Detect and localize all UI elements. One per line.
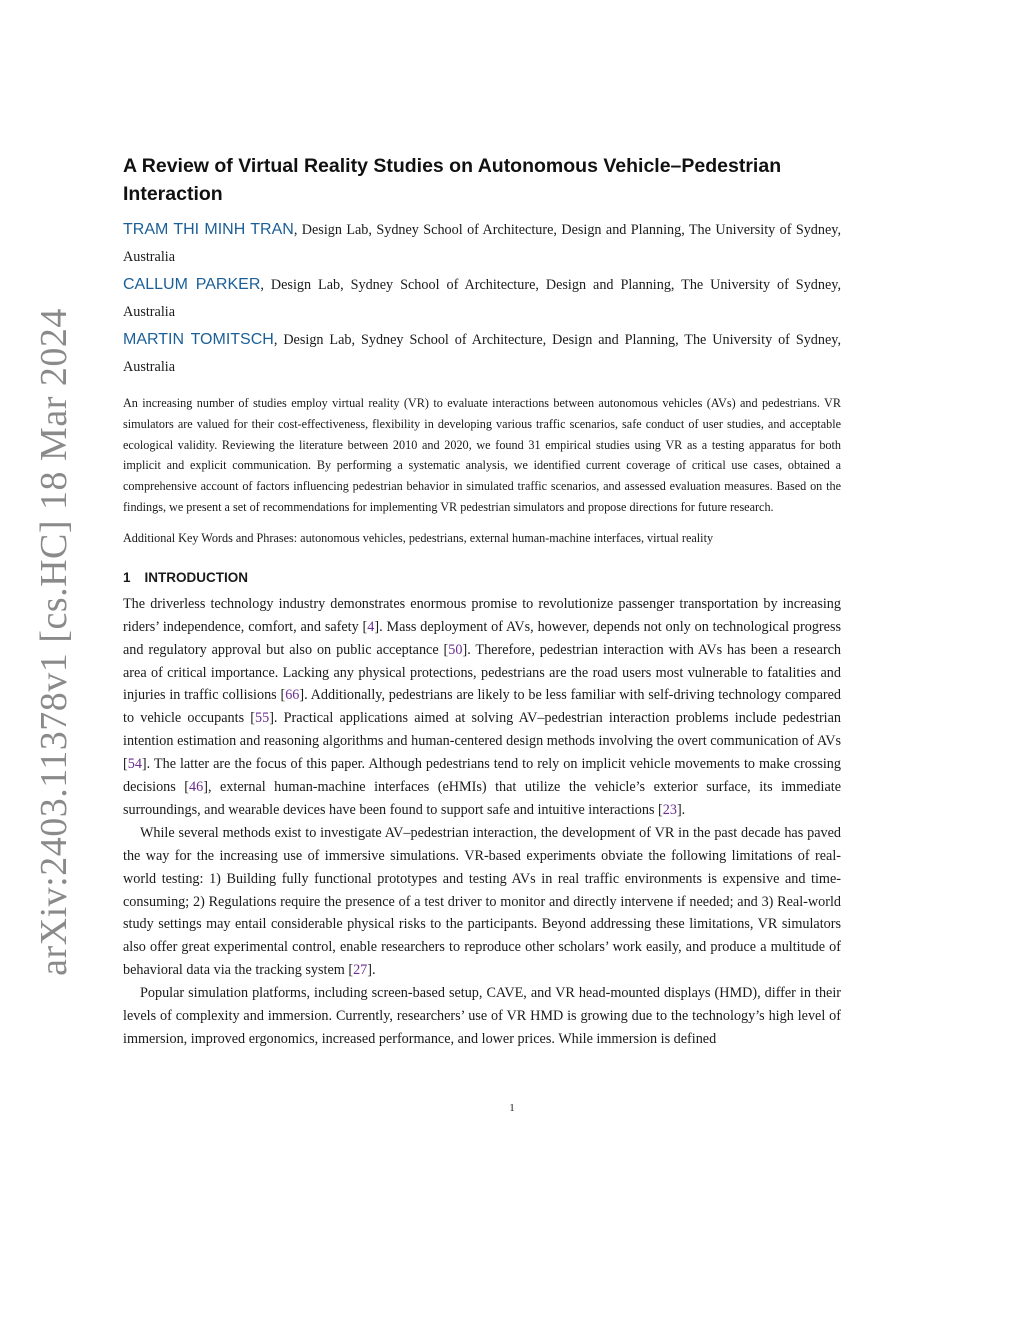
author-affiliation: , Design Lab, Sydney School of Architecture, Design and Planning, The University of Sydney, Australia xyxy=(123,277,841,320)
author-affiliation: , Design Lab, Sydney School of Architecture, Design and Planning, The University of Sydney, Australia xyxy=(123,222,842,265)
arxiv-identifier: arXiv:2403.11378v1 [cs.HC] 18 Mar 2024 xyxy=(33,308,75,976)
author-affiliation: , Design Lab, Sydney School of Architecture, Design and Planning, The University of Sydney, Australia xyxy=(123,332,842,375)
keywords: Additional Key Words and Phrases: autonomous vehicles, pedestrians, external human-machine interfaces, virtual reality xyxy=(123,530,714,545)
paragraph-text: ]. Mass deployment of AVs, however, depends not only on technological progress and regulatory approval but also on public acceptance [ xyxy=(123,618,841,658)
citation-link[interactable]: 50 xyxy=(448,641,463,658)
paragraph-text: While several methods exist to investigate AV–pedestrian interaction, the development of VR in the past decade has paved the way for the increasing use of immersive simulations. VR-based experiments obviate the following limitations of real-world testing: 1) Building fully functional prototypes and testing AVs in real traffic environments is expensive and time-consuming; 2) Regulations require the presence of a test driver to monitor and directly intervene if needed; and 3) Real-world study settings may entail considerable physical risks to the participants. Beyond addressing these limitations, VR simulators also offer great experimental control, enable researchers to reproduce other scholars’ work easily, and produce a multitude of behavioral data via the tracking system [ xyxy=(123,824,841,979)
body-paragraph xyxy=(123,982,841,1051)
paragraph-text: ], external human-machine interfaces (eHMIs) that utilize the vehicle’s exterior surface, its immediate surroundings, and wearable devices have been found to support safe and intuitive interactions [ xyxy=(123,779,841,818)
paragraph-text: ]. Practical applications aimed at solving AV–pedestrian interaction problems include pedestrian intention estimation and reasoning algorithms and human-centered design methods involving the overt communication of AVs [ xyxy=(123,710,842,773)
paragraph-text: ]. The latter are the focus of this paper. Although pedestrians tend to rely on implicit vehicle movements to make crossing decisions [ xyxy=(123,756,841,796)
paragraph-text: ]. Therefore, pedestrian interaction with AVs has been a research area of critical importance. Lacking any physical protections, pedestrians are the road users most vulnerable to fatalities and injuries in traffic collisions [ xyxy=(123,641,842,704)
author-name[interactable]: CALLUM PARKER xyxy=(123,276,261,293)
paragraph-text: ]. xyxy=(676,801,686,818)
paragraph-text: ]. Additionally, pedestrians are likely to be less familiar with self-driving technology compared to vehicle occupants [ xyxy=(123,687,841,727)
section-title: INTRODUCTION xyxy=(144,569,249,585)
author-entry xyxy=(123,216,841,271)
section-heading xyxy=(123,570,841,585)
citation-link[interactable]: 23 xyxy=(662,801,677,818)
paragraph-text: Popular simulation platforms, including screen-based setup, CAVE, and VR head-mounted displays (HMD), differ in their levels of complexity and immersion. Currently, researchers’ use of VR HMD is growing due to the technology’s high level of immersion, improved ergonomics, increased performance, and lower prices. While immersion is defined xyxy=(123,985,841,1047)
author-name[interactable]: MARTIN TOMITSCH xyxy=(123,331,274,348)
section-number: 1 xyxy=(123,569,131,585)
citation-link[interactable]: 66 xyxy=(285,687,300,704)
paper-page xyxy=(123,152,841,1051)
citation-link[interactable]: 55 xyxy=(255,710,270,727)
author-entry xyxy=(123,326,841,381)
body-paragraph xyxy=(123,593,841,822)
abstract: An increasing number of studies employ virtual reality (VR) to evaluate interactions between autonomous vehicles (AVs) and pedestrians. VR simulators are valued for their cost-effectiveness, flexibility in developing various traffic scenarios, safe conduct of user studies, and acceptable ecological validity. Reviewing the literature between 2010 and 2020, we found 31 empirical studies using VR as a testing apparatus for both implicit and explicit communication. By performing a systematic analysis, we identified current coverage of critical use cases, obtained a comprehensive account of factors influencing pedestrian behavior in simulated traffic scenarios, and assessed evaluation measures. Based on the findings, we present a set of recommendations for implementing VR pedestrian simulators and propose directions for future research. xyxy=(123,396,841,514)
page-number: 1 xyxy=(509,1102,515,1114)
body-text xyxy=(123,593,841,1051)
author-entry xyxy=(123,271,841,326)
author-name[interactable]: TRAM THI MINH TRAN xyxy=(123,221,294,238)
body-paragraph xyxy=(123,822,841,982)
author-list xyxy=(123,216,841,381)
paper-title: A Review of Virtual Reality Studies on Autonomous Vehicle–Pedestrian Interaction xyxy=(123,155,782,205)
citation-link[interactable]: 54 xyxy=(127,756,142,773)
paragraph-text: The driverless technology industry demonstrates enormous promise to revolutionize passenger transportation by increasing riders’ independence, comfort, and safety [ xyxy=(123,595,841,635)
citation-link[interactable]: 46 xyxy=(189,779,204,796)
paragraph-text: ]. xyxy=(367,962,376,979)
citation-link[interactable]: 27 xyxy=(353,962,368,979)
citation-link[interactable]: 4 xyxy=(367,618,375,635)
